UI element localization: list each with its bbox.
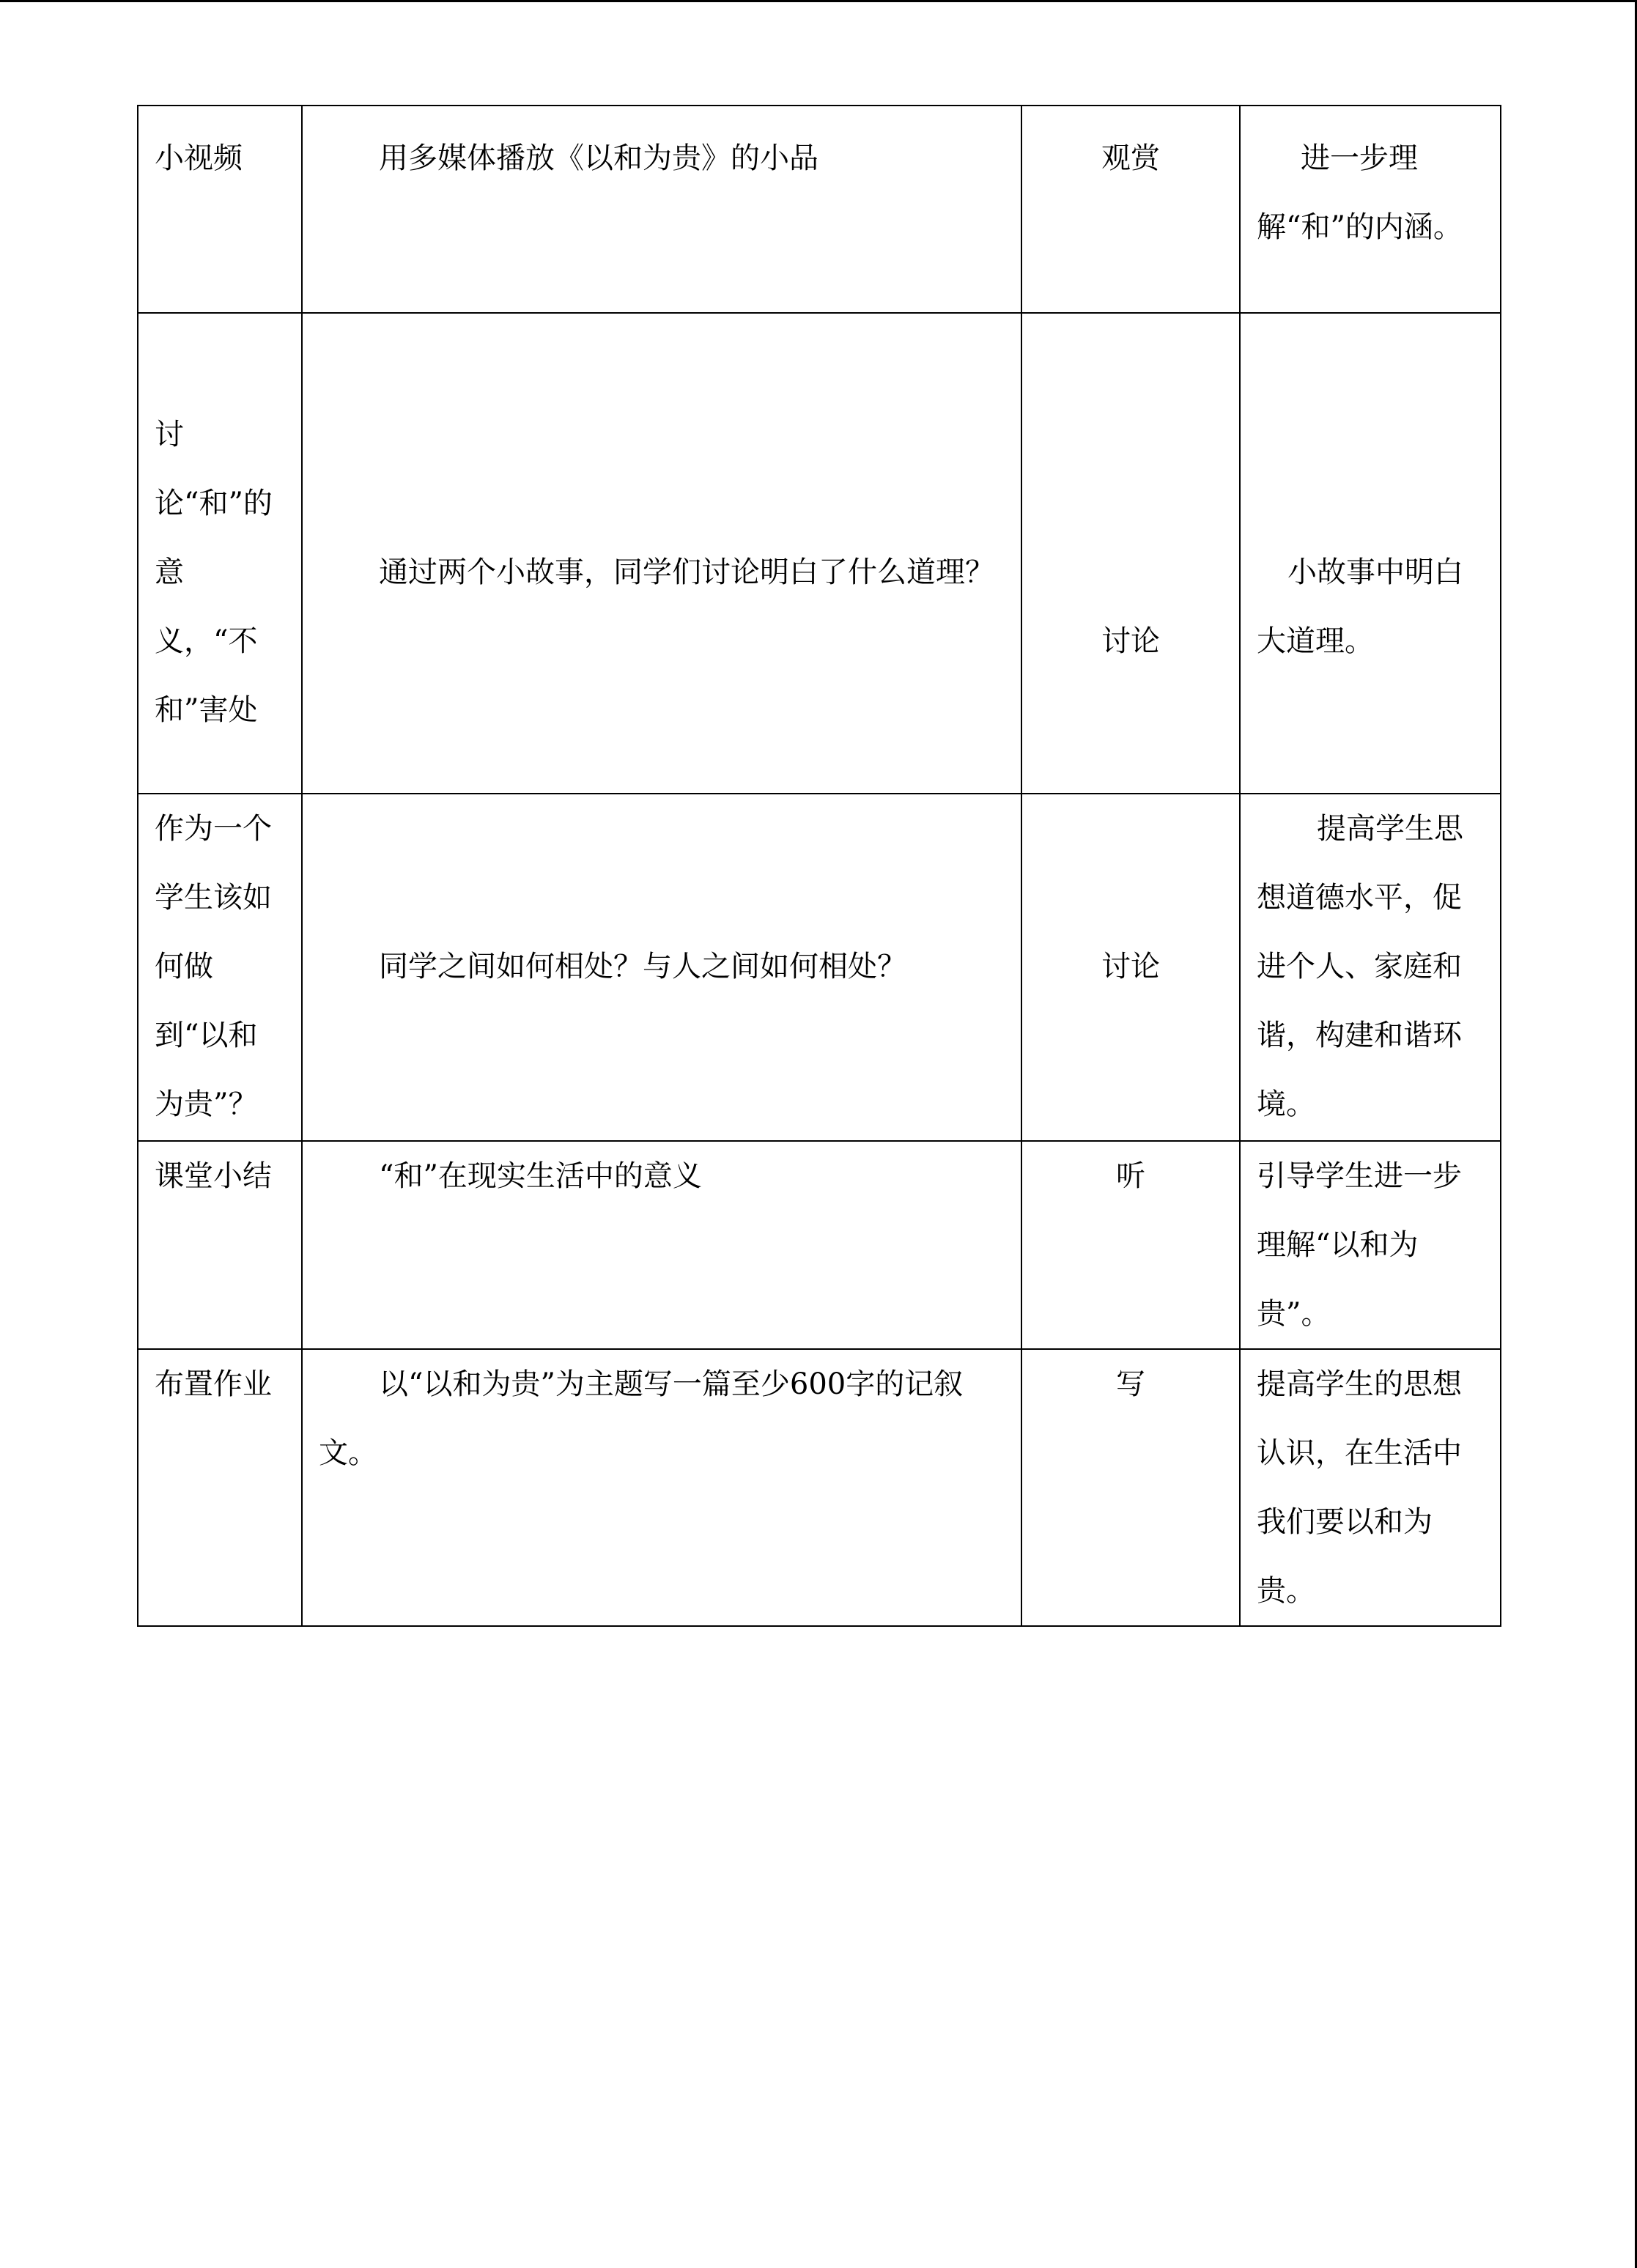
content-cell [302,794,1021,1141]
lesson-plan-table [137,105,1501,1627]
step-text: 讨论“和”的意义，“不和”害处 [155,418,273,727]
activity-cell [1021,794,1240,1141]
content-cell [302,1141,1021,1349]
table-row [138,1349,1501,1626]
purpose-cell [1240,106,1501,313]
content-text: 同学之间如何相处？与人之间如何相处？ [379,950,906,983]
step-text: 课堂小结 [155,1159,272,1193]
table-row [138,106,1501,313]
step-cell [138,106,302,313]
table-row [138,794,1501,1141]
activity-cell [1021,1349,1240,1626]
content-cell [302,313,1021,794]
content-cell [302,106,1021,313]
step-text: 小视频 [155,141,243,175]
step-cell [138,1141,302,1349]
purpose-cell [1240,1349,1501,1626]
content-text: 以“以和为贵”为主题写一篇至少600字的记叙文。 [319,1367,964,1470]
content-cell [302,1349,1021,1626]
activity-text: 听 [1116,1159,1145,1193]
page-border-top [0,0,1637,2]
content-text: 通过两个小故事，同学们讨论明白了什么道理？ [379,555,994,589]
activity-cell [1021,106,1240,313]
content-text: 用多媒体播放《以和为贵》的小品 [379,141,818,175]
purpose-cell [1240,313,1501,794]
purpose-cell [1240,1141,1501,1349]
activity-text: 讨论 [1101,624,1160,658]
step-cell [138,313,302,794]
activity-cell [1021,313,1240,794]
table-row [138,313,1501,794]
activity-text: 讨论 [1101,950,1160,983]
table-row [138,1141,1501,1349]
activity-text: 观赏 [1101,141,1160,175]
activity-cell [1021,1141,1240,1349]
purpose-text: 进一步理解“和”的内涵。 [1257,141,1463,244]
purpose-text: 引导学生进一步理解“以和为贵”。 [1257,1159,1462,1331]
step-cell [138,1349,302,1626]
purpose-text: 提高学生的思想认识，在生活中我们要以和为贵。 [1257,1367,1462,1608]
purpose-text: 提高学生思想道德水平，促进个人、家庭和谐，构建和谐环境。 [1257,812,1463,1121]
content-text: “和”在现实生活中的意义 [379,1159,702,1193]
step-text: 布置作业 [155,1367,272,1401]
purpose-text: 小故事中明白大道理。 [1257,555,1463,658]
step-text: 作为一个学生该如何做到“以和为贵”？ [155,812,272,1121]
step-cell [138,794,302,1141]
activity-text: 写 [1116,1367,1145,1401]
purpose-cell [1240,794,1501,1141]
